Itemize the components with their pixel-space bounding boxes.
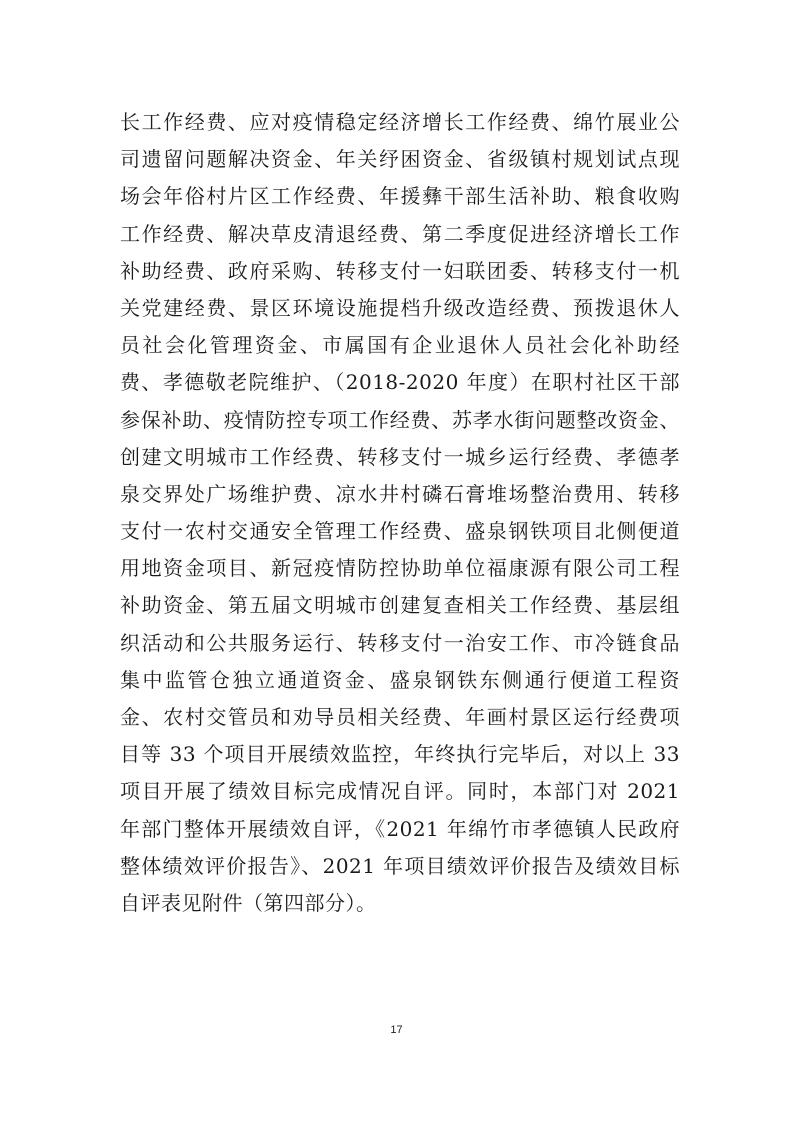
text-line: 创建文明城市工作经费、转移支付一城乡运行经费、孝德孝	[120, 444, 680, 469]
text-line: 参保补助、疫情防控专项工作经费、苏孝水街问题整改资金、	[120, 407, 680, 432]
text-line: 场会年俗村片区工作经费、年援彝干部生活补助、粮食收购	[120, 184, 680, 209]
text-line: 集中监管仓独立通道资金、盛泉钢铁东侧通行便道工程资	[120, 667, 680, 692]
text-line: 织活动和公共服务运行、转移支付一治安工作、市冷链食品	[120, 630, 680, 655]
text-line: 司遗留问题解决资金、年关纾困资金、省级镇村规划试点现	[120, 147, 680, 172]
text-line: 用地资金项目、新冠疫情防控协助单位福康源有限公司工程	[120, 556, 680, 581]
text-line: 关党建经费、景区环境设施提档升级改造经费、预拨退休人	[120, 295, 680, 320]
body-paragraph	[120, 104, 680, 922]
text-line: 补助资金、第五届文明城市创建复查相关工作经费、基层组	[120, 593, 680, 618]
text-line: 目等 33 个项目开展绩效监控，年终执行完毕后，对以上 33	[120, 742, 680, 767]
page-number: 17	[390, 1024, 403, 1036]
text-line: 费、孝德敬老院维护、（2018-2020 年度）在职村社区干部	[120, 370, 680, 395]
text-line: 补助经费、政府采购、转移支付一妇联团委、转移支付一机	[120, 258, 680, 283]
text-line: 项目开展了绩效目标完成情况自评。同时，本部门对 2021	[120, 779, 680, 804]
text-line: 金、农村交管员和劝导员相关经费、年画村景区运行经费项	[120, 705, 680, 729]
text-line: 自评表见附件（第四部分）。	[120, 890, 377, 915]
text-line: 员社会化管理资金、市属国有企业退休人员社会化补助经	[120, 333, 680, 358]
text-line: 长工作经费、应对疫情稳定经济增长工作经费、绵竹展业公	[120, 110, 680, 134]
text-line: 整体绩效评价报告》、2021 年项目绩效评价报告及绩效目标	[120, 853, 680, 878]
text-line: 支付一农村交通安全管理工作经费、盛泉钢铁项目北侧便道	[120, 519, 680, 544]
text-line: 工作经费、解决草皮清退经费、第二季度促进经济增长工作	[120, 221, 680, 246]
text-line: 年部门整体开展绩效自评，《2021 年绵竹市孝德镇人民政府	[120, 816, 680, 841]
text-line: 泉交界处广场维护费、凉水井村磷石膏堆场整治费用、转移	[120, 481, 680, 506]
